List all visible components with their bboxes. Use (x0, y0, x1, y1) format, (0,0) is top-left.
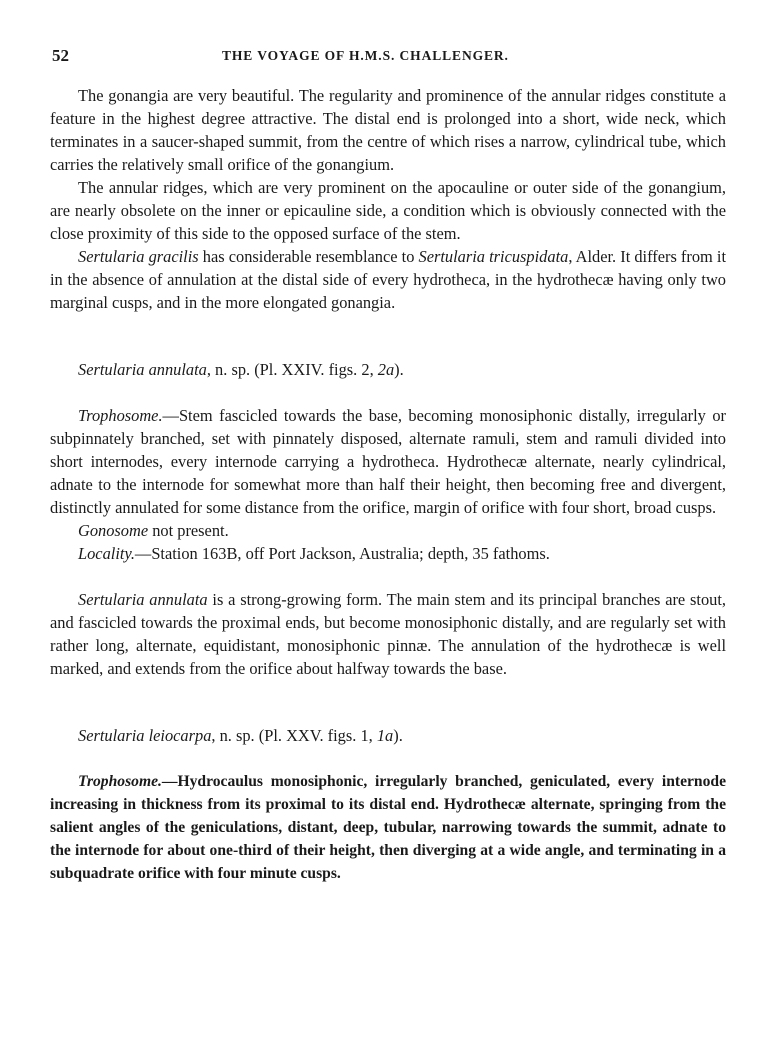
field-text: —Hydrocaulus monosiphonic, irregularly branched, geniculated, every internode increasing in thickness from its proximal to its distal end. Hydrothecæ alternate, springing from the salient angles of the geniculations, distant, deep, tubular, narrowing towards the summit, adnate to the internode for about one-third of their height, then diverging at a wide angle, and terminating in a subquadrate orifice with four minute cusps. (50, 773, 726, 882)
species-heading-leiocarpa (50, 724, 726, 747)
spacer (50, 680, 726, 724)
plate-reference-end: ). (393, 726, 403, 745)
spacer (50, 314, 726, 358)
running-title: THE VOYAGE OF H.M.S. CHALLENGER. (222, 48, 509, 63)
page-body (50, 84, 726, 885)
species-name: Sertularia gracilis (78, 247, 199, 266)
plate-reference-end: ). (394, 360, 404, 379)
page-number: 52 (52, 46, 69, 65)
field-label: Locality. (78, 544, 135, 563)
field-text: not present. (148, 521, 229, 540)
paragraph-gonosome-annulata (50, 519, 726, 542)
spacer (50, 381, 726, 404)
plate-reference: , n. sp. (Pl. XXV. figs. 1, (211, 726, 377, 745)
field-text: —Station 163B, off Port Jackson, Australia; depth, 35 fathoms. (134, 544, 550, 563)
figure-sub: 1a (376, 726, 394, 745)
page-header (52, 46, 728, 70)
figure-sub: 2a (377, 360, 395, 379)
paragraph-text: , Alder. It differs from it in the absence of annulation at the distal side of every hydrotheca, in the hydrothecæ having only two marginal cusps, and in the more elongated gonangia. (50, 247, 727, 312)
species-name: Sertularia leiocarpa (78, 726, 212, 745)
paragraph-gonangia (50, 84, 726, 176)
field-label: Trophosome. (78, 406, 163, 425)
paragraph-trophosome-leiocarpa (50, 770, 726, 885)
species-name: Sertularia annulata (78, 360, 207, 379)
field-text: —Stem fascicled towards the base, becoming monosiphonic distally, irregularly or subpinnately branched, set with pinnately disposed, alternate ramuli, stem and ramuli divided into short internodes, every internode carrying a hydrotheca. Hydrothecæ alternate, nearly cylindrical, adnate to the internode for somewhat more than half their height, then becoming free and divergent, distinctly annulated for some distance from the orifice, margin of orifice with four short, broad cusps. (50, 406, 726, 517)
plate-reference: , n. sp. (Pl. XXIV. figs. 2, (206, 360, 378, 379)
species-name: Sertularia tricuspidata (418, 247, 569, 266)
bold-block (50, 770, 726, 885)
field-label: Gonosome (78, 521, 149, 540)
paragraph-discussion-annulata (50, 588, 726, 680)
paragraph-text: has considerable resemblance to (198, 247, 419, 266)
field-label: Trophosome. (78, 773, 162, 790)
species-heading-annulata (50, 358, 726, 381)
spacer (50, 747, 726, 770)
spacer (50, 565, 726, 588)
paragraph-annular-ridges (50, 176, 726, 245)
species-name: Sertularia annulata (78, 590, 208, 609)
paragraph-locality-annulata (50, 542, 726, 565)
paragraph-trophosome-annulata (50, 404, 726, 519)
paragraph-text: The annular ridges, which are very prominent on the apocauline or outer side of the gonangium, are nearly obsolete on the inner or epicauline side, a condition which is obviously connected with the close proximity of this side to the opposed surface of the stem. (50, 178, 726, 243)
paragraph-comparison (50, 245, 726, 314)
paragraph-text: is a strong-growing form. The main stem and its principal branches are stout, and fascicled towards the proximal ends, but become monosiphonic distally, and are regularly set with rather long, alternate, equidistant, monosiphonic pinnæ. The annulation of the hydrothecæ is well marked, and extends from the orifice about halfway towards the base. (50, 590, 726, 678)
paragraph-text: The gonangia are very beautiful. The regularity and prominence of the annular ridges constitute a feature in the highest degree attractive. The distal end is prolonged into a short, wide neck, which terminates in a saucer-shaped summit, from the centre of which rises a narrow, cylindrical tube, which carries the relatively small orifice of the gonangium. (50, 86, 726, 174)
